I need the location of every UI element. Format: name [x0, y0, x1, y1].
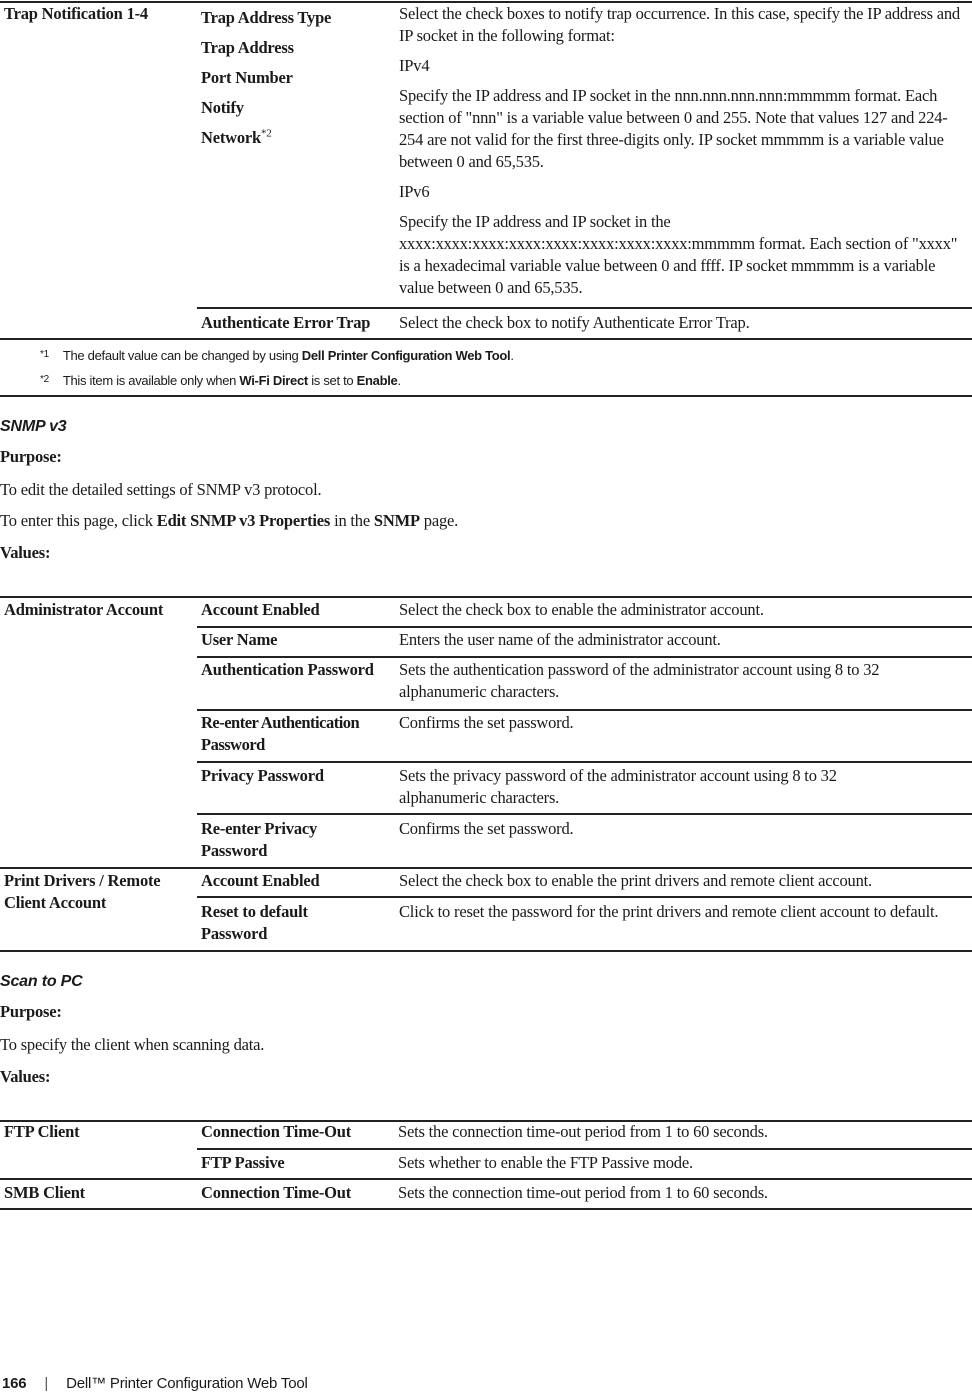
link-snmp: SNMP [373, 511, 420, 530]
footnote-2 [40, 370, 401, 394]
desc-ipv6-label: IPv6 [399, 182, 430, 201]
link-edit-snmp-v3: Edit SNMP v3 Properties [156, 511, 331, 530]
values-label: Values: [0, 1067, 51, 1086]
auth-error-trap-desc: Select the check box to notify Authenticate Error Trap. [399, 313, 750, 332]
group-label: Print Drivers / Remote Client Account [4, 871, 161, 912]
setting-desc: Sets the privacy password of the administrator account using 8 to 32 alphanumeric characters. [399, 766, 837, 807]
item-trap-address-type: Trap Address Type [201, 8, 332, 27]
purpose-text: To specify the client when scanning data. [0, 1035, 265, 1054]
table-rule [197, 709, 972, 711]
table-rule [197, 307, 972, 309]
setting-desc: Confirms the set password. [399, 819, 574, 838]
footnote-bold: Dell Printer Configuration Web Tool [301, 348, 511, 363]
trap-items [201, 3, 393, 153]
desc-ipv6-text1: Specify the IP address and IP socket in the [399, 212, 671, 231]
enter-instructions [0, 510, 960, 532]
setting-desc: Sets whether to enable the FTP Passive mode. [398, 1153, 693, 1172]
table-rule [0, 395, 972, 397]
item-network [201, 123, 393, 153]
footnote-text: . [397, 373, 401, 388]
desc-ipv6-text2: xxxx:xxxx:xxxx:xxxx:xxxx:xxxx:xxxx:xxxx:mmmmm format. Each section of "xxxx" is a hexadecimal variable value between 0 and ffff. IP socket mmmmm is a variable value between 0 and 65,535. [399, 234, 958, 297]
setting-desc: Sets the connection time-out period from 1 to 60 seconds. [398, 1122, 768, 1141]
setting-name: Privacy Password [201, 766, 324, 785]
table-rule [0, 950, 972, 952]
setting-desc: Sets the connection time-out period from 1 to 60 seconds. [398, 1183, 768, 1202]
table-rule [197, 656, 972, 658]
footnote-mark: *1 [40, 349, 49, 360]
item-trap-address: Trap Address [201, 38, 294, 57]
text: in the [330, 511, 374, 530]
table-rule [197, 761, 972, 763]
group-label: FTP Client [4, 1122, 80, 1141]
table-rule [0, 596, 972, 598]
text: page. [419, 511, 459, 530]
group-label: SMB Client [4, 1183, 85, 1202]
table-rule [0, 1178, 972, 1180]
table-rule [0, 1208, 972, 1210]
setting-name: Authentication Password [201, 660, 374, 679]
setting-desc: Enters the user name of the administrator account. [399, 630, 721, 649]
setting-name: Re-enter Privacy Password [201, 819, 318, 860]
values-label: Values: [0, 543, 51, 562]
footnote-text: is set to [307, 373, 357, 388]
footnote-bold: Wi-Fi Direct [239, 373, 308, 388]
auth-error-trap-label: Authenticate Error Trap [201, 313, 371, 332]
purpose-label: Purpose: [0, 447, 62, 466]
row-label-trap-notification: Trap Notification 1-4 [4, 4, 148, 23]
setting-desc: Select the check box to enable the administrator account. [399, 600, 764, 619]
footer-separator: | [44, 1375, 49, 1392]
table-rule [197, 1148, 972, 1150]
footnote-bold: Enable [356, 373, 398, 388]
setting-name: User Name [201, 630, 278, 649]
setting-name: Connection Time-Out [201, 1183, 352, 1202]
purpose-text: To edit the detailed settings of SNMP v3 protocol. [0, 480, 322, 499]
network-label: Network [201, 128, 261, 147]
setting-desc: Select the check box to enable the print drivers and remote client account. [399, 871, 872, 890]
setting-desc: Confirms the set password. [399, 713, 574, 732]
trap-description [399, 3, 969, 299]
setting-name: Re-enter Authentication Password [201, 713, 360, 754]
table-rule [0, 338, 972, 340]
setting-name: Connection Time-Out [201, 1122, 352, 1141]
setting-desc: Click to reset the password for the print drivers and remote client account to default. [399, 902, 939, 921]
page-number: 166 [2, 1375, 27, 1392]
item-notify: Notify [201, 98, 244, 117]
setting-name: Reset to default Password [201, 902, 308, 943]
text: To enter this page, click [0, 511, 157, 530]
table-rule [197, 896, 972, 898]
footnote-text: The default value can be changed by using [62, 348, 302, 363]
desc-intro: Select the check boxes to notify trap occurrence. In this case, specify the IP address and IP socket in the following format: [399, 4, 960, 45]
purpose-label: Purpose: [0, 1002, 62, 1021]
setting-desc: Sets the authentication password of the administrator account using 8 to 32 alphanumeric characters. [399, 660, 880, 701]
footnote-text: . [510, 348, 514, 363]
footnote-text: This item is available only when [62, 373, 240, 388]
table-rule [197, 813, 972, 815]
section-heading-scan-to-pc: Scan to PC [0, 973, 83, 990]
desc-ipv4-label: IPv4 [399, 56, 430, 75]
group-label: Administrator Account [4, 600, 164, 619]
footnote-1 [40, 345, 514, 369]
table-rule [0, 867, 972, 869]
setting-name: Account Enabled [201, 600, 320, 619]
footnote-mark: *2 [40, 374, 49, 385]
table-rule [197, 626, 972, 628]
footer-title: Dell™ Printer Configuration Web Tool [66, 1375, 308, 1392]
section-heading-snmp-v3: SNMP v3 [0, 418, 67, 435]
setting-name: FTP Passive [201, 1153, 285, 1172]
item-port-number: Port Number [201, 68, 293, 87]
footnote-ref: *2 [261, 127, 272, 140]
setting-name: Account Enabled [201, 871, 320, 890]
desc-ipv4-text: Specify the IP address and IP socket in the nnn.nnn.nnn.nnn:mmmmm format. Each section of "nnn" is a variable value between 0 and 255. Note that values 127 and 224-254 are not valid for the first three-digits only. IP socket mmmmm is a variable value between 0 and 65,535. [399, 86, 948, 171]
